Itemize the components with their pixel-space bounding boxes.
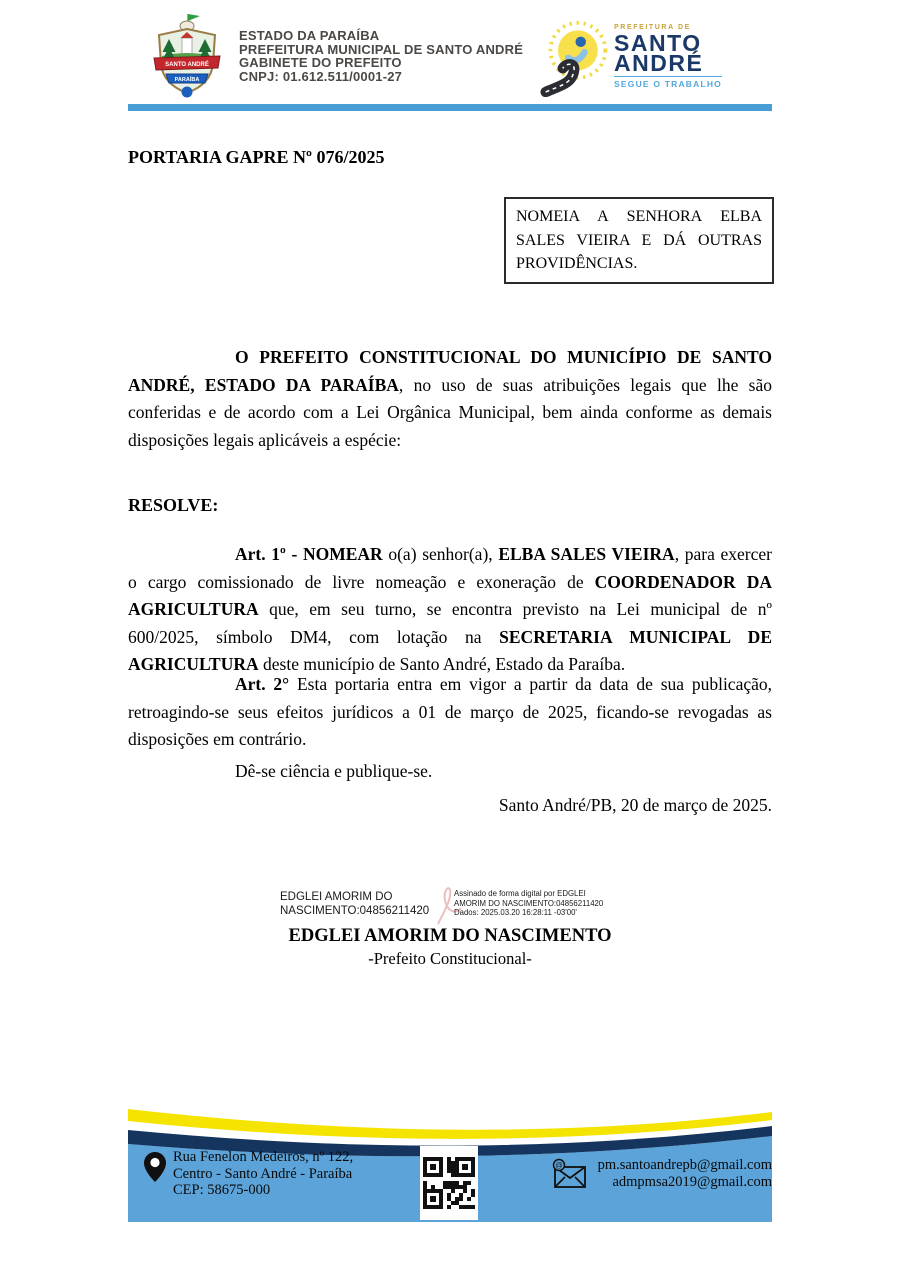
digital-signature-name: EDGLEI AMORIM DO NASCIMENTO:04856211420 — [280, 891, 430, 917]
signer-name: EDGLEI AMORIM DO NASCIMENTO — [288, 926, 612, 946]
logo-tagline: SEGUE O TRABALHO — [614, 76, 722, 89]
org-line-municipality: PREFEITURA MUNICIPAL DE SANTO ANDRÉ — [239, 41, 524, 57]
qr-code — [420, 1146, 478, 1220]
city-logo — [540, 15, 722, 97]
sun-road-icon — [540, 15, 612, 97]
address-line-street: Rua Fenelon Medeiros, nº 122, — [173, 1149, 354, 1165]
org-line-office: GABINETE DO PREFEITO — [239, 55, 402, 70]
org-line-cnpj: CNPJ: 01.612.511/0001-27 — [239, 68, 403, 84]
crest-banner-bottom: PARAÍBA — [174, 76, 200, 83]
qr-code-icon — [423, 1157, 475, 1209]
location-pin-icon — [144, 1152, 166, 1182]
email-secondary: admpmsa2019@gmail.com — [612, 1173, 772, 1190]
email-envelope-icon — [551, 1158, 589, 1190]
signer-role: -Prefeito Constitucional- — [368, 949, 532, 968]
coat-of-arms-icon — [142, 12, 232, 100]
email-primary: pm.santoandrepb@gmail.com — [597, 1157, 772, 1173]
signature-detail-line: Assinado de forma digital por EDGLEI — [454, 889, 586, 898]
address-line-city: Centro - Santo André - Paraíba — [173, 1165, 353, 1182]
article-1-paragraph: Art. 1º - NOMEAR o(a) senhor(a), ELBA SALES VIEIRA, para exercer o cargo comissionado de livre nomeação e exoneração de COORDENADOR DA AGRICULTURA que, em seu turno, se encontra previsto na Lei municipal de nº 600/2025, símbolo DM4, com lotação na SECRETARIA MUNICIPAL DE AGRICULTURA deste município de Santo André, Estado da Paraíba. — [128, 544, 772, 674]
signature-detail-line: AMORIM DO NASCIMENTO:04856211420 — [454, 898, 604, 908]
digital-signature-details — [454, 884, 620, 918]
crest-banner-top: SANTO ANDRÉ — [165, 62, 209, 68]
email-lines — [598, 1157, 772, 1190]
letterhead — [128, 10, 772, 102]
header-divider — [128, 104, 772, 111]
resolve-heading: RESOLVE: — [128, 495, 219, 515]
dateline: Santo André/PB, 20 de março de 2025. — [498, 795, 772, 815]
at-symbol: @ — [554, 1160, 563, 1170]
document-title: PORTARIA GAPRE Nº 076/2025 — [128, 147, 385, 167]
footer-address — [144, 1149, 353, 1199]
logo-text — [614, 24, 722, 89]
footer-emails — [551, 1157, 772, 1190]
org-info — [239, 29, 523, 83]
footer-band — [128, 1104, 772, 1222]
preamble-paragraph: O PREFEITO CONSTITUCIONAL DO MUNICÍPIO DE SANTO ANDRÉ, ESTADO DA PARAÍBA, no uso de suas atribuições legais que lhe são conferidas e de acordo com a Lei Orgânica Municipal, bem ainda conforme as demais disposições legais aplicáveis a espécie: — [128, 347, 772, 450]
article-2-paragraph: Art. 2° Esta portaria entra em vigor a partir da data de sua publicação, retroagindo-se seus efeitos jurídicos a 01 de março de 2025, ficando-se revogadas as disposições em contrário. — [128, 674, 772, 749]
logo-santo: SANTO — [614, 29, 702, 56]
logo-prefeitura-de: PREFEITURA DE — [614, 23, 691, 31]
qr-code-modules — [423, 1157, 475, 1209]
summary-box: NOMEIA A SENHORA ELBA SALES VIEIRA E DÁ OUTRAS PROVIDÊNCIAS. — [504, 197, 774, 284]
address-line-cep: CEP: 58675-000 — [173, 1182, 271, 1198]
signature-detail-line: Dados: 2025.03.20 16:28:11 -03'00' — [454, 908, 577, 918]
digital-signature-stamp — [128, 884, 772, 928]
logo-andre: ANDRÉ — [614, 49, 704, 76]
address-lines — [173, 1149, 353, 1199]
closing-line: Dê-se ciência e publique-se. — [235, 761, 433, 781]
org-line-state: ESTADO DA PARAÍBA — [239, 28, 380, 43]
